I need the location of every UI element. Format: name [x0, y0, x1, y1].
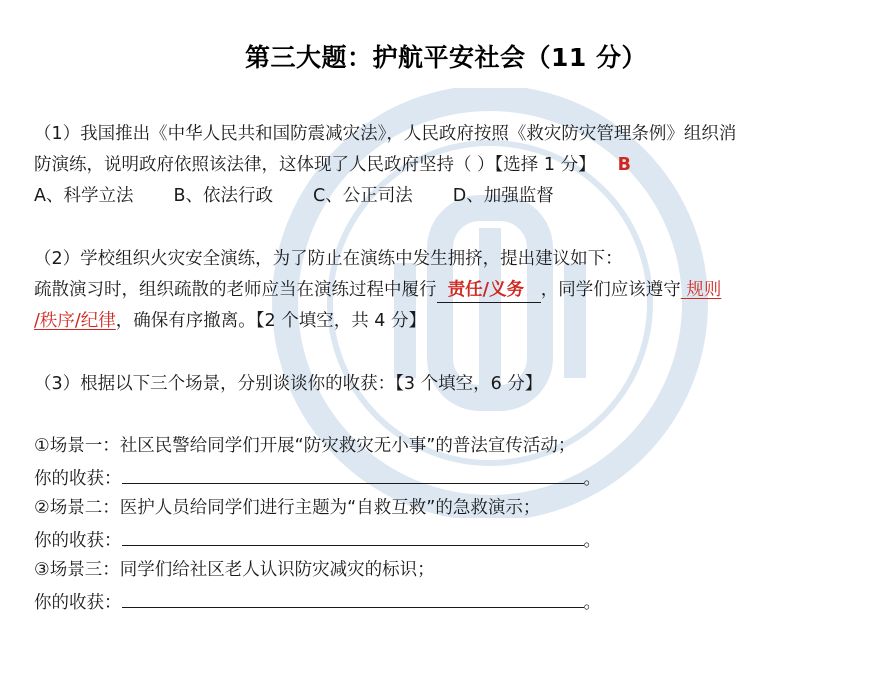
gain-label: 你的收获：: [34, 469, 122, 489]
q1-option-c: C、公正司法: [313, 186, 413, 206]
gain-answer-blank-2[interactable]: [122, 527, 584, 546]
q3-scene-1: ①场景一：社区民警给同学们开展“防灾救灾无小事”的普法宣传活动；: [34, 436, 576, 456]
period: 。: [583, 531, 601, 551]
q1-option-b: B、依法行政: [173, 186, 273, 206]
period: 。: [583, 469, 601, 489]
q1-options: [34, 184, 594, 208]
q1-line-1: （1）我国推出《中华人民共和国防震减灾法》，人民政府按照《救灾防灾管理条例》组织消: [34, 124, 737, 144]
q1-answer: B: [617, 155, 631, 175]
q3-gain-3: [34, 589, 601, 615]
q2-line-1: （2）学校组织火灾安全演练，为了防止在演练中发生拥挤，提出建议如下：: [34, 249, 623, 269]
q2-answer-1: 责任/义务: [447, 280, 525, 300]
q3-gain-2: [34, 527, 601, 553]
q2-text-pre: 疏散演习时，组织疏散的老师应当在演练过程中履行: [34, 280, 437, 300]
section-title: 第三大题：护航平安社会（11 分）: [245, 43, 647, 72]
q1-option-d: D、加强监督: [452, 186, 554, 206]
gain-label: 你的收获：: [34, 593, 122, 613]
q1-option-a: A、科学立法: [34, 186, 134, 206]
q2-answer-2-part-1: 规则: [686, 280, 722, 300]
gain-label: 你的收获：: [34, 531, 122, 551]
q1-question-text: 防演练，说明政府依照该法律，这体现了人民政府坚持（ ）【选择 1 分】: [34, 155, 596, 175]
q2-line-2: [34, 278, 721, 303]
gain-answer-blank-1[interactable]: [122, 465, 584, 484]
q3-scene-3: ③场景三：同学们给社区老人认识防灾减灾的标识；: [34, 560, 435, 580]
q2-text-mid: ，同学们应该遵守: [540, 280, 681, 300]
q2-blank-1: [437, 278, 541, 303]
period: 。: [583, 593, 601, 613]
q2-line-3: [34, 309, 426, 333]
q3-line-1: （3）根据以下三个场景，分别谈谈你的收获：【3 个填空，6 分】: [34, 374, 543, 394]
q1-line-2: [34, 153, 631, 177]
q2-answer-2-part-2: /秩序/纪律: [34, 311, 116, 331]
q2-text-post: ，确保有序撤离。【2 个填空，共 4 分】: [115, 311, 427, 331]
gain-answer-blank-3[interactable]: [122, 589, 584, 608]
q3-scene-2: ②场景二：医护人员给同学们进行主题为“自救互救”的急救演示；: [34, 498, 541, 518]
q3-gain-1: [34, 465, 601, 491]
